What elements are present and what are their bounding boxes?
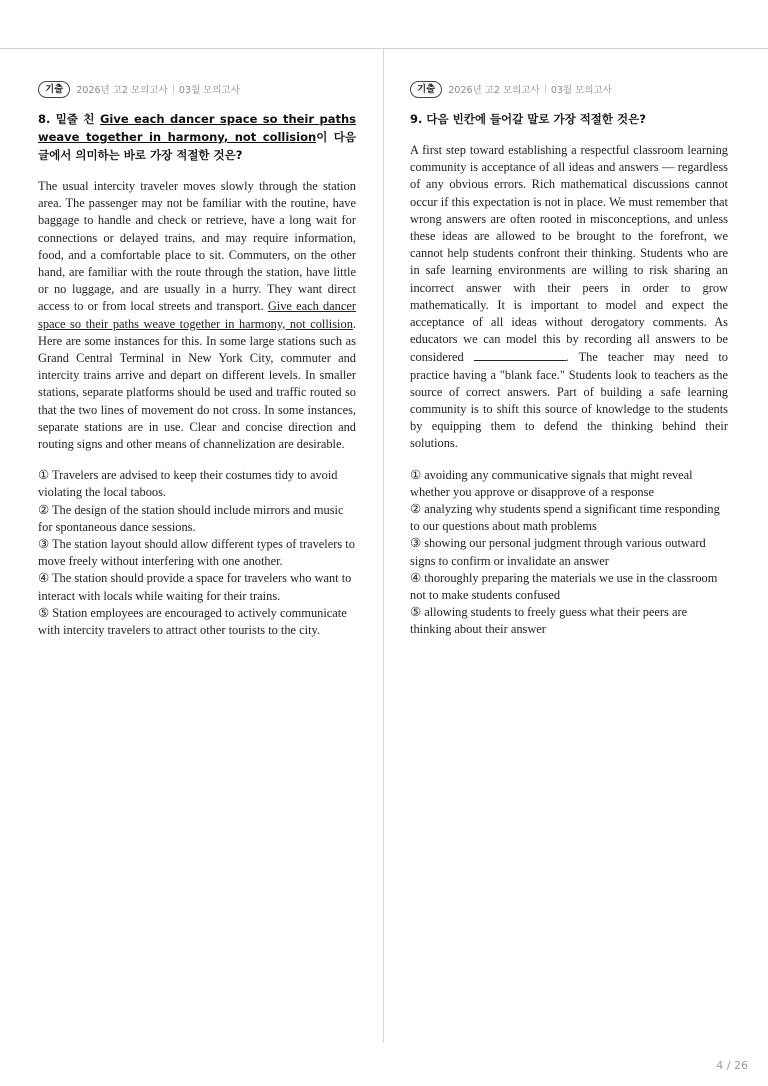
column-divider: [383, 49, 384, 1043]
answer-option-3[interactable]: ③ showing our personal judgment through various outward signs to confirm or invalidate an answer: [410, 536, 706, 568]
question-8: [38, 80, 356, 639]
question-title: [38, 110, 356, 164]
passage-part-2: . Here are some instances for this. In some large stations such as Grand Central Terminal in New York City, commuter and intercity trains arrive and depart on different levels. In smaller stations, separate platforms should be used and traffic routed so that the two lines of movement do not cross. In some instances, separate stations are in use. Clear and concise direction and routing signs and other means of channelization are desirable.: [38, 316, 356, 452]
answer-blank: [474, 348, 566, 361]
answer-option-2[interactable]: ② analyzing why students spend a significant time responding to our questions about math problems: [410, 502, 720, 534]
question-9: [410, 80, 728, 639]
title-suffix: 이 다음 글에서 의미하는 바로 가장 적절한 것은?: [38, 130, 356, 162]
question-tagline: [38, 80, 356, 98]
meta-separator: |: [543, 83, 547, 95]
exam-month: 03월 모의고사: [178, 85, 240, 96]
passage-part-1: The usual intercity traveler moves slowly through the station area. The passenger may not be familiar with the routine, have baggage to handle and check or retrieve, have a long wait for connections or delayed trains, and may require information, food, and a comfortable place to sit. Commuters, on the other hand, are familiar with the route through the station, have little or no luggage, and are usually in a hurry. They want direct access to or from local streets and transport.: [38, 179, 356, 314]
exam-year: 2026년 고2 모의고사: [76, 85, 168, 96]
answer-option-4[interactable]: ④ The station should provide a space for travelers who want to interact with locals while waiting for their trains.: [38, 571, 352, 603]
answer-option-1[interactable]: ① avoiding any communicative signals that might reveal whether you approve or disapprove of a response: [410, 467, 693, 499]
question-tagline: [410, 80, 728, 98]
source-badge: 기출: [410, 81, 442, 98]
answer-option-5[interactable]: ⑤ Station employees are encouraged to actively communicate with intercity travelers to attract other tourists to the city.: [38, 605, 347, 638]
exam-month: 03월 모의고사: [550, 85, 612, 96]
passage: [410, 142, 728, 453]
answer-option-2[interactable]: ② The design of the station should include mirrors and music for spontaneous dance sessions.: [38, 502, 344, 534]
answer-options: [410, 467, 728, 639]
page-number: 4 / 26: [716, 1059, 748, 1072]
answer-option-4[interactable]: ④ thoroughly preparing the materials we use in the classroom not to make students confused: [410, 570, 718, 603]
title-prefix: 8. 밑줄 친: [38, 112, 100, 126]
answer-option-5[interactable]: ⑤ allowing students to freely guess what their peers are thinking about their answer: [410, 605, 688, 637]
answer-option-1[interactable]: ① Travelers are advised to keep their costumes tidy to avoid violating the local taboos.: [38, 468, 338, 500]
passage: [38, 178, 356, 453]
title-underlined-phrase: Give each dancer space so their paths weave together in harmony, not collision: [38, 112, 356, 144]
answer-options: [38, 467, 356, 639]
exam-year: 2026년 고2 모의고사: [448, 85, 540, 96]
passage-underlined-phrase: Give each dancer space so their paths weave together in harmony, not collision: [38, 299, 356, 331]
source-badge: 기출: [38, 81, 70, 98]
meta-separator: |: [171, 83, 175, 95]
question-title: 9. 다음 빈칸에 들어갈 말로 가장 적절한 것은?: [410, 112, 646, 126]
header-rule: [0, 48, 768, 49]
passage-part-1: A first step toward establishing a respectful classroom learning community is acceptance of all ideas and answers — regardless of any obvious errors. Rich mathematical discussions cannot occur if this expectation is not in place. We must remember that wrong answers are often rooted in misconceptions, and unless these ideas are allowed to be brought to the forefront, we cannot help students confront their thinking. Students who are in safe learning environments are willing to risk sharing an incorrect answer with their peers in order to grow mathematically. It is important to model and expect the acceptance of all ideas without derogatory comments. As educators we can model this by recording all answers to be considered: [410, 143, 728, 365]
answer-option-3[interactable]: ③ The station layout should allow different types of travelers to move freely without interfering with one another.: [38, 537, 355, 569]
passage-part-2: . The teacher may need to practice having a "blank face." Students look to teachers as the source of correct answers. Part of building a safe learning community is to shift this source of knowledge to the students by equipping them to defend the thinking behind their solutions.: [410, 350, 728, 451]
